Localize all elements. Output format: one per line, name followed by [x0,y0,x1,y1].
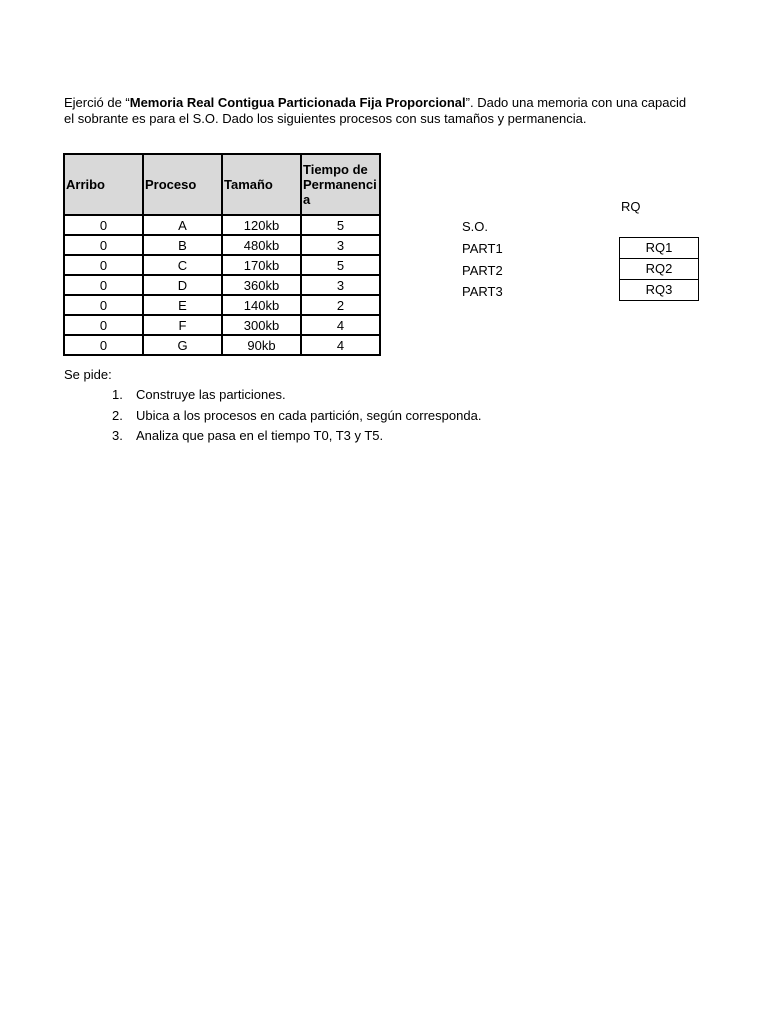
table-header-row [64,154,380,215]
cell-arribo: 0 [64,255,143,275]
cell-proceso: E [143,295,222,315]
cell-proceso: D [143,275,222,295]
tasks-list [112,386,481,448]
cell-arribo: 0 [64,335,143,355]
rq3-cell: RQ3 [619,279,699,301]
exercise-intro [64,95,704,127]
cell-tamano: 360kb [222,275,301,295]
table-row [64,295,380,315]
cell-proceso: A [143,215,222,235]
list-item: Analiza que pasa en el tiempo T0, T3 y T5. [136,428,384,443]
table-row [64,315,380,335]
cell-tiempo: 4 [301,335,380,355]
table-row [64,255,380,275]
cell-proceso: C [143,255,222,275]
cell-tamano: 90kb [222,335,301,355]
table-row [64,215,380,235]
cell-tiempo: 5 [301,215,380,235]
tasks-title: Se pide: [64,367,112,382]
cell-arribo: 0 [64,215,143,235]
memory-label-part1: PART1 [462,241,503,256]
cell-tiempo: 3 [301,235,380,255]
cell-arribo: 0 [64,295,143,315]
cell-tiempo: 4 [301,315,380,335]
cell-arribo: 0 [64,315,143,335]
intro-prefix: Ejerció de “ [64,95,130,110]
header-tamano: Tamaño [222,154,301,215]
header-tiempo-permanencia [301,154,380,215]
list-item: Ubica a los procesos en cada partición, según corresponda. [136,407,482,423]
exercise-title: Memoria Real Contigua Particionada Fija Proporcional [129,95,466,110]
cell-proceso: B [143,235,222,255]
cell-proceso: F [143,315,222,335]
table-row [64,275,380,295]
cell-tiempo: 2 [301,295,380,315]
memory-label-part2: PART2 [462,263,503,278]
header-line: Permanenci [303,177,377,192]
table-row [64,335,380,355]
intro-line-1 [64,95,704,111]
process-table [63,153,381,356]
cell-tamano: 300kb [222,315,301,335]
memory-label-so: S.O. [462,219,489,234]
intro-suffix: ”. Dado una memoria con una capacid [465,95,687,110]
cell-tiempo: 3 [301,275,380,295]
table-row [64,235,380,255]
rq1-cell: RQ1 [619,237,699,259]
list-item: Construye las particiones. [136,387,286,402]
intro-line-2: el sobrante es para el S.O. Dado los siguientes procesos con sus tamaños y permanencia. [64,111,587,126]
memory-label-part3: PART3 [462,284,503,299]
cell-arribo: 0 [64,275,143,295]
cell-proceso: G [143,335,222,355]
cell-tamano: 140kb [222,295,301,315]
rq2-cell: RQ2 [619,258,699,280]
cell-tiempo: 5 [301,255,380,275]
cell-tamano: 170kb [222,255,301,275]
rq-header: RQ [621,199,641,214]
header-arribo: Arribo [64,154,143,215]
header-line: a [303,192,311,207]
cell-arribo: 0 [64,235,143,255]
cell-tamano: 480kb [222,235,301,255]
header-line: Tiempo de [303,162,368,177]
header-proceso: Proceso [143,154,222,215]
cell-tamano: 120kb [222,215,301,235]
